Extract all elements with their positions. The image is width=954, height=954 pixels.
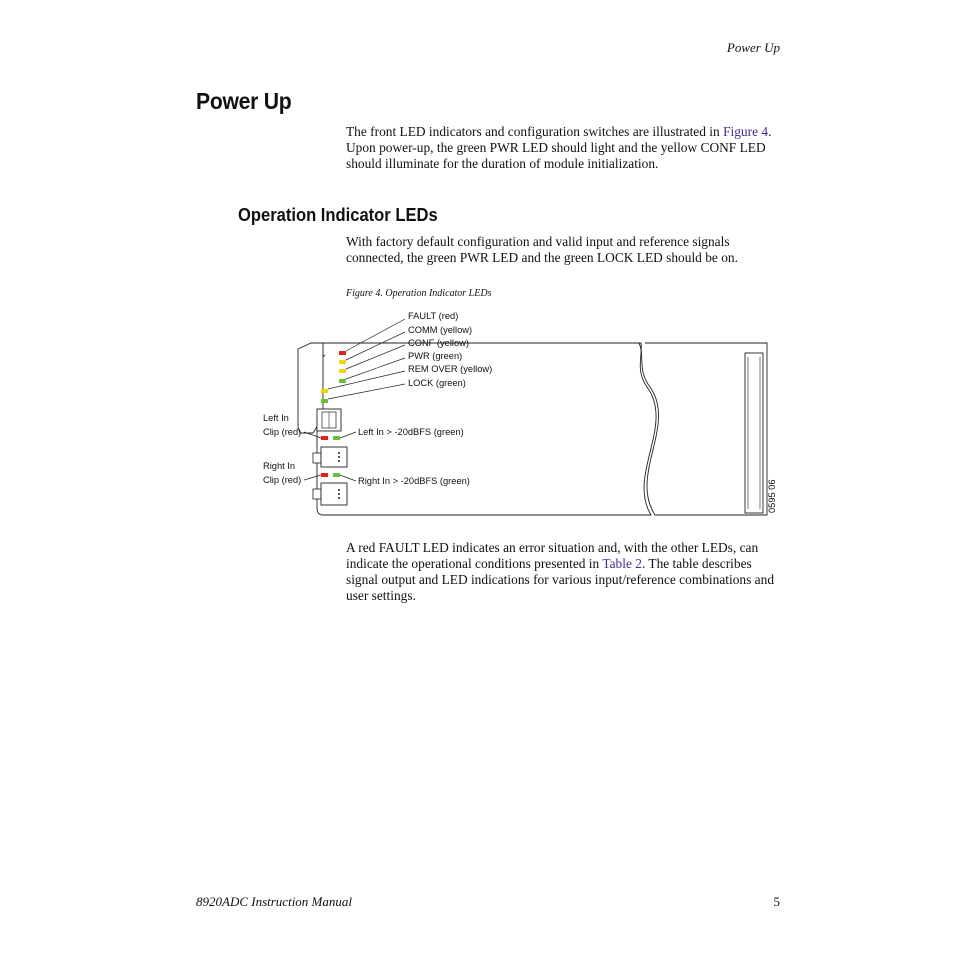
- label-right-in: Right In: [263, 461, 296, 471]
- table-link[interactable]: Table 2: [602, 556, 642, 571]
- label-comm: COMM (yellow): [408, 325, 473, 335]
- label-fault: FAULT (red): [408, 311, 459, 321]
- figure-link[interactable]: Figure 4: [723, 124, 769, 139]
- led-conf: [339, 369, 346, 373]
- left-input-connector: [313, 447, 347, 467]
- fault-paragraph: [346, 540, 786, 604]
- footer-manual-title: 8920ADC Instruction Manual: [196, 894, 352, 909]
- led-figure: [255, 305, 785, 520]
- led-right-level: [333, 473, 340, 477]
- label-pwr: PWR (green): [408, 351, 463, 361]
- fault-text-after: . The table describes signal output and LED indications for various input/reference combinations and user settings.: [346, 556, 775, 603]
- label-conf: CONF (yellow): [408, 338, 469, 348]
- label-lock: LOCK (green): [408, 378, 466, 388]
- label-right-clip: Clip (red): [263, 475, 302, 485]
- footer-page-number: 5: [773, 894, 780, 909]
- section-title: Power Up: [196, 88, 292, 114]
- intro-text-before: The front LED indicators and configuration switches are illustrated in: [346, 124, 724, 139]
- right-input-connector: [313, 483, 347, 505]
- label-rem-over: REM OVER (yellow): [408, 364, 493, 374]
- intro-paragraph: [346, 124, 786, 172]
- leds-paragraph: With factory default configuration and valid input and reference signals connected, the green PWR LED and the green LOCK LED should be on.: [346, 234, 738, 265]
- module-board-tear: [639, 343, 659, 515]
- figure-caption: Figure 4. Operation Indicator LEDs: [346, 288, 492, 299]
- label-right-level: Right In > -20dBFS (green): [358, 476, 470, 486]
- led-lock: [321, 399, 328, 403]
- led-fault: [339, 351, 346, 355]
- figure-id: 0595 06: [767, 479, 777, 513]
- intro-text-after: . Upon power-up, the green PWR LED should light and the yellow CONF LED should illuminate for the duration of module initialization.: [346, 124, 772, 171]
- led-right-clip: [321, 473, 328, 477]
- label-left-in: Left In: [263, 413, 289, 423]
- label-left-clip: Clip (red): [263, 427, 302, 437]
- led-left-clip: [321, 436, 328, 440]
- led-rem-over: [321, 389, 328, 393]
- subsection-title: Operation Indicator LEDs: [238, 205, 438, 225]
- fault-text-before: A red FAULT LED indicates an error situation and, with the other LEDs, can indicate the operational conditions presented in: [346, 540, 759, 571]
- label-left-level: Left In > -20dBFS (green): [358, 427, 464, 437]
- led-pwr: [339, 379, 346, 383]
- running-head: Power Up: [726, 40, 780, 55]
- led-left-level: [333, 436, 340, 440]
- led-comm: [339, 360, 346, 364]
